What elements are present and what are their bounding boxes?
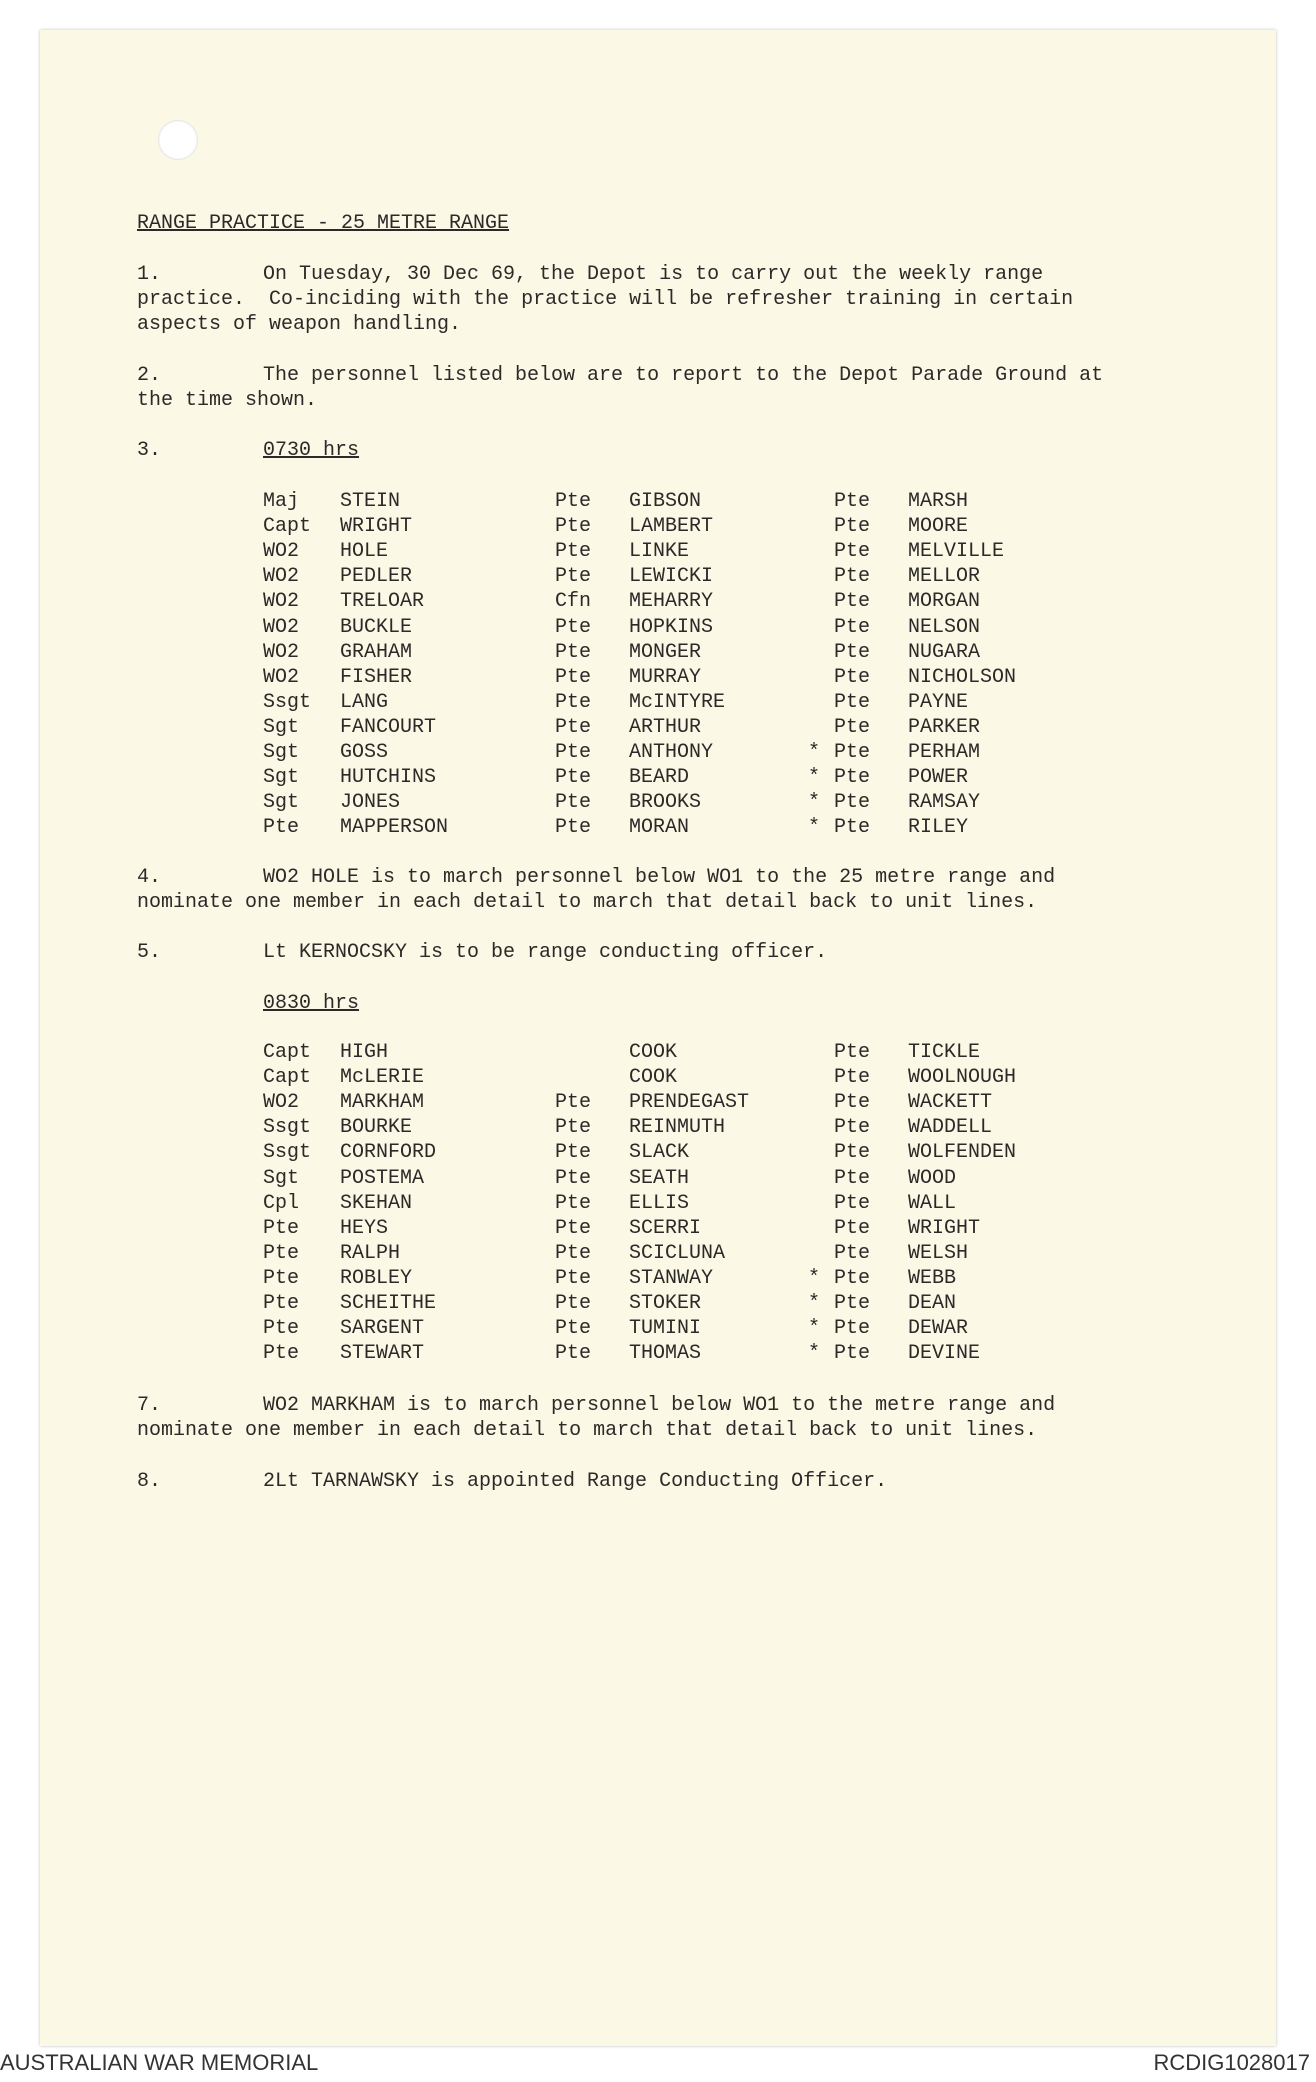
name-cell: LANG — [340, 690, 389, 714]
name-cell: DEAN — [908, 1292, 957, 1315]
name-cell: LINKE — [629, 540, 690, 564]
rank-cell: Pte — [834, 1041, 871, 1064]
list-row — [0, 1292, 1316, 1317]
name-cell: BROOKS — [629, 791, 702, 815]
rank-cell: Pte — [834, 1116, 871, 1140]
list-row — [0, 691, 1316, 716]
rank-cell: Pte — [834, 1266, 871, 1290]
name-cell: WELSH — [908, 1241, 969, 1265]
name-cell: MARSH — [908, 490, 969, 513]
name-cell: PEDLER — [340, 565, 413, 589]
rank-cell: Pte — [555, 1342, 592, 1366]
name-cell: BUCKLE — [340, 615, 413, 639]
rank-cell: Pte — [834, 640, 871, 664]
rank-cell: Pte — [555, 1116, 592, 1140]
name-cell: MONGER — [629, 640, 702, 664]
rank-cell: Sgt — [263, 741, 300, 764]
document-title: RANGE PRACTICE - 25 METRE RANGE — [137, 212, 510, 235]
para-7-number: 7. — [137, 1394, 162, 1417]
rank-cell: WO2 — [263, 590, 300, 614]
rank-cell: Pte — [834, 816, 871, 840]
name-cell: RAMSAY — [908, 791, 981, 815]
rank-cell: Pte — [555, 1241, 592, 1265]
list-row — [0, 1116, 1316, 1141]
rank-cell: Maj — [263, 490, 300, 513]
name-cell: POSTEMA — [340, 1166, 425, 1190]
name-cell: PARKER — [908, 715, 981, 739]
rank-cell: Capt — [263, 515, 312, 539]
name-cell: TICKLE — [908, 1041, 981, 1064]
marker-cell: * — [808, 1317, 821, 1341]
name-cell: NELSON — [908, 615, 981, 639]
rank-cell: Pte — [555, 665, 592, 689]
para-1-line: aspects of weapon handling. — [137, 313, 462, 336]
name-cell: WOLFENDEN — [908, 1141, 1017, 1165]
rank-cell: Pte — [555, 565, 592, 589]
name-cell: THOMAS — [629, 1342, 702, 1366]
rank-cell: Sgt — [263, 1166, 300, 1190]
list-row — [0, 1167, 1316, 1192]
rank-cell: Pte — [555, 540, 592, 564]
name-cell: RALPH — [340, 1241, 401, 1265]
name-cell: LEWICKI — [629, 565, 714, 589]
time-heading-0730: 0730 hrs — [263, 439, 360, 462]
rank-cell: Pte — [834, 741, 871, 764]
rank-cell: Pte — [834, 665, 871, 689]
name-cell: STEWART — [340, 1342, 425, 1366]
rank-cell: Pte — [263, 1317, 300, 1341]
name-cell: TRELOAR — [340, 590, 425, 614]
rank-cell: Pte — [555, 490, 592, 513]
name-cell: HOLE — [340, 540, 389, 564]
rank-cell: Pte — [555, 690, 592, 714]
rank-cell: Pte — [834, 766, 871, 790]
name-cell: MARKHAM — [340, 1091, 425, 1115]
list-row — [0, 490, 1316, 515]
rank-cell: Pte — [555, 1266, 592, 1290]
list-row — [0, 816, 1316, 841]
list-row — [0, 716, 1316, 741]
footer-source: AUSTRALIAN WAR MEMORIAL — [0, 2050, 319, 2075]
name-cell: MELVILLE — [908, 540, 1005, 564]
list-row — [0, 1192, 1316, 1217]
name-cell: STOKER — [629, 1292, 702, 1315]
name-cell: PRENDEGAST — [629, 1091, 750, 1115]
para-1-line: On Tuesday, 30 Dec 69, the Depot is to carry out the weekly range — [263, 263, 1044, 286]
name-cell: SCICLUNA — [629, 1241, 726, 1265]
name-cell: NUGARA — [908, 640, 981, 664]
list-row — [0, 590, 1316, 615]
list-row — [0, 1066, 1316, 1091]
list-row — [0, 1342, 1316, 1367]
name-cell: ELLIS — [629, 1191, 690, 1215]
name-cell: WRIGHT — [908, 1216, 981, 1240]
para-8-number: 8. — [137, 1470, 162, 1493]
rank-cell: Pte — [555, 715, 592, 739]
para-7-line: WO2 MARKHAM is to march personnel below WO1 to the metre range and — [263, 1394, 1056, 1417]
rank-cell: Pte — [834, 1317, 871, 1341]
name-cell: DEWAR — [908, 1317, 969, 1341]
name-cell: SCERRI — [629, 1216, 702, 1240]
rank-cell: WO2 — [263, 615, 300, 639]
rank-cell: Pte — [555, 1317, 592, 1341]
name-cell: GIBSON — [629, 490, 702, 513]
list-row — [0, 641, 1316, 666]
name-cell: MEHARRY — [629, 590, 714, 614]
para-8-line: 2Lt TARNAWSKY is appointed Range Conducting Officer. — [263, 1470, 888, 1493]
rank-cell: Capt — [263, 1066, 312, 1090]
rank-cell: Pte — [834, 690, 871, 714]
name-cell: WRIGHT — [340, 515, 413, 539]
list-row — [0, 540, 1316, 565]
rank-cell: WO2 — [263, 565, 300, 589]
name-cell: WACKETT — [908, 1091, 993, 1115]
rank-cell: Pte — [834, 715, 871, 739]
para-1-line: practice. Co-inciding with the practice will be refresher training in certain — [137, 288, 1074, 311]
rank-cell: Cfn — [555, 590, 592, 614]
rank-cell: Pte — [834, 590, 871, 614]
marker-cell: * — [808, 766, 821, 790]
list-row — [0, 1141, 1316, 1166]
name-cell: COOK — [629, 1041, 678, 1064]
rank-cell: Pte — [555, 1166, 592, 1190]
rank-cell: Pte — [834, 540, 871, 564]
name-cell: ANTHONY — [629, 741, 714, 764]
rank-cell: Pte — [555, 515, 592, 539]
rank-cell: Pte — [834, 1342, 871, 1366]
rank-cell: Pte — [263, 1216, 300, 1240]
name-cell: FANCOURT — [340, 715, 437, 739]
name-cell: PAYNE — [908, 690, 969, 714]
list-row — [0, 616, 1316, 641]
para-1-number: 1. — [137, 263, 162, 286]
list-row — [0, 1242, 1316, 1267]
rank-cell: Cpl — [263, 1191, 300, 1215]
para-7-line: nominate one member in each detail to march that detail back to unit lines. — [137, 1419, 1038, 1442]
name-cell: WEBB — [908, 1266, 957, 1290]
rank-cell: Pte — [555, 615, 592, 639]
name-cell: RILEY — [908, 816, 969, 840]
rank-cell: WO2 — [263, 540, 300, 564]
rank-cell: Pte — [263, 816, 300, 840]
rank-cell: Sgt — [263, 791, 300, 815]
list-row — [0, 1041, 1316, 1066]
rank-cell: Pte — [834, 1141, 871, 1165]
name-cell: GRAHAM — [340, 640, 413, 664]
name-cell: WADDELL — [908, 1116, 993, 1140]
rank-cell: Pte — [834, 615, 871, 639]
list-row — [0, 791, 1316, 816]
para-2-number: 2. — [137, 364, 162, 387]
para-5-line: Lt KERNOCSKY is to be range conducting officer. — [263, 941, 828, 964]
name-cell: PERHAM — [908, 741, 981, 764]
name-cell: MAPPERSON — [340, 816, 449, 840]
name-cell: SEATH — [629, 1166, 690, 1190]
rank-cell: Sgt — [263, 766, 300, 790]
rank-cell: Pte — [834, 791, 871, 815]
rank-cell: WO2 — [263, 1091, 300, 1115]
para-2-line: The personnel listed below are to report to the Depot Parade Ground at — [263, 364, 1104, 387]
name-cell: FISHER — [340, 665, 413, 689]
name-cell: STEIN — [340, 490, 401, 513]
rank-cell: Ssgt — [263, 1141, 312, 1165]
list-row — [0, 766, 1316, 791]
rank-cell: Pte — [834, 1241, 871, 1265]
rank-cell: Pte — [555, 816, 592, 840]
name-cell: WALL — [908, 1191, 957, 1215]
name-cell: HOPKINS — [629, 615, 714, 639]
name-cell: BEARD — [629, 766, 690, 790]
para-5-number: 5. — [137, 941, 162, 964]
list-row — [0, 515, 1316, 540]
name-cell: SLACK — [629, 1141, 690, 1165]
name-cell: WOOD — [908, 1166, 957, 1190]
name-cell: SKEHAN — [340, 1191, 413, 1215]
name-cell: BOURKE — [340, 1116, 413, 1140]
rank-cell: Pte — [555, 1141, 592, 1165]
time-heading-0830: 0830 hrs — [263, 992, 360, 1015]
name-cell: ARTHUR — [629, 715, 702, 739]
list-row — [0, 1267, 1316, 1292]
marker-cell: * — [808, 816, 821, 840]
name-cell: NICHOLSON — [908, 665, 1017, 689]
rank-cell: Pte — [555, 791, 592, 815]
rank-cell: Pte — [834, 1091, 871, 1115]
rank-cell: WO2 — [263, 665, 300, 689]
name-cell: DEVINE — [908, 1342, 981, 1366]
rank-cell: Pte — [834, 1292, 871, 1315]
name-cell: MURRAY — [629, 665, 702, 689]
footer-id: RCDIG1028017 — [1153, 2050, 1310, 2075]
rank-cell: Pte — [555, 766, 592, 790]
name-cell: MELLOR — [908, 565, 981, 589]
rank-cell: Pte — [834, 565, 871, 589]
rank-cell: Pte — [555, 1091, 592, 1115]
name-cell: SCHEITHE — [340, 1292, 437, 1315]
list-row — [0, 666, 1316, 691]
name-cell: REINMUTH — [629, 1116, 726, 1140]
marker-cell: * — [808, 1266, 821, 1290]
name-cell: MORGAN — [908, 590, 981, 614]
rank-cell: WO2 — [263, 640, 300, 664]
para-2-line: the time shown. — [137, 389, 318, 412]
marker-cell: * — [808, 1342, 821, 1366]
rank-cell: Pte — [263, 1241, 300, 1265]
punch-hole — [158, 120, 198, 160]
name-cell: MORAN — [629, 816, 690, 840]
rank-cell: Pte — [555, 741, 592, 764]
rank-cell: Pte — [555, 1191, 592, 1215]
rank-cell: Ssgt — [263, 1116, 312, 1140]
name-cell: SARGENT — [340, 1317, 425, 1341]
marker-cell: * — [808, 1292, 821, 1315]
name-cell: STANWAY — [629, 1266, 714, 1290]
name-cell: JONES — [340, 791, 401, 815]
name-cell: ROBLEY — [340, 1266, 413, 1290]
name-cell: HIGH — [340, 1041, 389, 1064]
marker-cell: * — [808, 741, 821, 764]
list-row — [0, 1091, 1316, 1116]
para-4-number: 4. — [137, 866, 162, 889]
para-3-number: 3. — [137, 439, 162, 462]
rank-cell: Pte — [834, 490, 871, 513]
marker-cell: * — [808, 791, 821, 815]
name-cell: McLERIE — [340, 1066, 425, 1090]
list-row — [0, 1317, 1316, 1342]
rank-cell: Pte — [263, 1266, 300, 1290]
name-cell: TUMINI — [629, 1317, 702, 1341]
rank-cell: Pte — [834, 1191, 871, 1215]
rank-cell: Pte — [834, 1166, 871, 1190]
rank-cell: Pte — [834, 1066, 871, 1090]
rank-cell: Sgt — [263, 715, 300, 739]
rank-cell: Capt — [263, 1041, 312, 1064]
name-cell: HEYS — [340, 1216, 389, 1240]
name-cell: HUTCHINS — [340, 766, 437, 790]
name-cell: LAMBERT — [629, 515, 714, 539]
list-row — [0, 741, 1316, 766]
name-cell: CORNFORD — [340, 1141, 437, 1165]
name-cell: WOOLNOUGH — [908, 1066, 1017, 1090]
rank-cell: Pte — [555, 1292, 592, 1315]
rank-cell: Pte — [263, 1342, 300, 1366]
list-row — [0, 1217, 1316, 1242]
rank-cell: Pte — [834, 515, 871, 539]
name-cell: McINTYRE — [629, 690, 726, 714]
rank-cell: Pte — [555, 1216, 592, 1240]
name-cell: GOSS — [340, 741, 389, 764]
name-cell: COOK — [629, 1066, 678, 1090]
para-4-line: WO2 HOLE is to march personnel below WO1 to the 25 metre range and — [263, 866, 1056, 889]
rank-cell: Pte — [263, 1292, 300, 1315]
para-4-line: nominate one member in each detail to march that detail back to unit lines. — [137, 891, 1038, 914]
name-cell: MOORE — [908, 515, 969, 539]
list-row — [0, 565, 1316, 590]
rank-cell: Pte — [834, 1216, 871, 1240]
name-cell: POWER — [908, 766, 969, 790]
rank-cell: Ssgt — [263, 690, 312, 714]
rank-cell: Pte — [555, 640, 592, 664]
